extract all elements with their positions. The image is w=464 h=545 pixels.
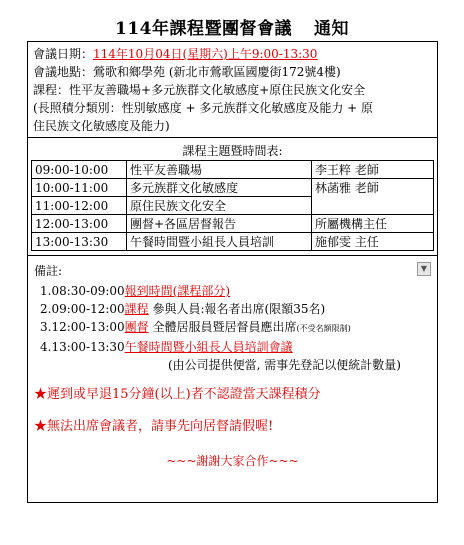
- lunch-note: (由公司提供便當, 需事先登記以便統計數量): [168, 358, 401, 372]
- item-time: 12:00-13:00: [51, 320, 125, 334]
- list-item: [40, 282, 431, 300]
- row-time: 10:00-11:00: [32, 179, 127, 197]
- item-time: 09:00-12:00: [51, 302, 125, 316]
- place-label: 會議地點：: [33, 65, 94, 79]
- notes-section: [28, 256, 437, 502]
- notes-list: [34, 282, 431, 356]
- table-row: [32, 233, 434, 251]
- item-number: 2.: [40, 302, 52, 316]
- row-time: 12:00-13:00: [32, 215, 127, 233]
- item-highlight: 午餐時間暨小組長人員培訓會議: [124, 340, 293, 354]
- date-value: 114年10月04日(星期六)上午9:00-13:30: [93, 47, 318, 61]
- item-small-note: (不受名額限制): [296, 324, 351, 333]
- title-suffix: 通知: [314, 19, 349, 39]
- item-time: 13:00-13:30: [51, 340, 125, 354]
- list-item: [40, 318, 431, 338]
- absence-warning: ★無法出席會議者，請事先向居督請假喔!: [34, 419, 274, 434]
- row-topic: 午餐時間暨小組長人員培訓: [127, 233, 312, 251]
- course-label: 課程：: [33, 83, 70, 97]
- row-topic: 多元族群文化敏感度: [127, 179, 312, 197]
- table-row: [32, 215, 434, 233]
- table-row: [32, 179, 434, 197]
- place-value: 鶯歌和鄉學苑 (新北市鶯歌區國慶街172號4樓): [93, 65, 341, 79]
- item-number: 1.: [40, 284, 52, 298]
- item-text: 參與人員:報名者出席(限額35名): [148, 302, 326, 316]
- row-topic: 團督+各區居督報告: [127, 215, 312, 233]
- item-highlight: 報到時間(課程部分): [124, 284, 231, 298]
- row-time: 11:00-12:00: [32, 197, 127, 215]
- page-title: [0, 14, 464, 39]
- row-teacher: 施郁雯 主任: [312, 233, 434, 251]
- late-warning: ★遲到或早退15分鐘(以上)者不認證當天課程積分: [34, 387, 321, 402]
- item-text: 全體居服員暨居督員應出席: [148, 320, 297, 334]
- row-topic: 性平友善職場: [127, 161, 312, 179]
- item-number: 3.: [40, 320, 52, 334]
- dropdown-arrow-icon[interactable]: ▼: [417, 262, 431, 276]
- table-row: [32, 161, 434, 179]
- table-row: [32, 197, 434, 215]
- item-time: 08:30-09:00: [51, 284, 125, 298]
- credit-line-1: (長照積分類別：性別敏感度 + 多元族群文化敏感度及能力 + 原: [33, 101, 374, 115]
- row-topic: 原住民族文化安全: [127, 197, 312, 215]
- row-teacher: [312, 197, 434, 215]
- item-highlight: 課程: [124, 302, 149, 316]
- course-line: [33, 81, 432, 99]
- schedule-table: [31, 160, 434, 251]
- notice-box: [27, 41, 438, 503]
- schedule-heading: 課程主題暨時間表:: [182, 144, 283, 158]
- notes-label: 備註:: [34, 264, 63, 278]
- row-time: 09:00-10:00: [32, 161, 127, 179]
- date-label: 會議日期：: [33, 47, 94, 61]
- row-teacher: 林菡雅 老師: [312, 179, 434, 197]
- course-value: 性平友善職場+多元族群文化敏感度+原住民族文化安全: [69, 83, 366, 97]
- schedule-section: [28, 138, 437, 256]
- thanks-text: ~~~謝謝大家合作~~~: [166, 454, 299, 468]
- list-item: [40, 300, 431, 318]
- meeting-info: [28, 42, 437, 138]
- row-teacher: 李王粹 老師: [312, 161, 434, 179]
- item-number: 4.: [40, 340, 52, 354]
- meeting-place-line: [33, 63, 432, 81]
- row-time: 13:00-13:30: [32, 233, 127, 251]
- title-main: 114年課程暨團督會議: [115, 19, 292, 39]
- item-highlight: 團督: [124, 320, 149, 334]
- meeting-date-line: [33, 45, 432, 63]
- credit-line-2: 住民族文化敏感度及能力): [33, 119, 170, 133]
- row-teacher: 所屬機構主任: [312, 215, 434, 233]
- list-item: [40, 338, 431, 356]
